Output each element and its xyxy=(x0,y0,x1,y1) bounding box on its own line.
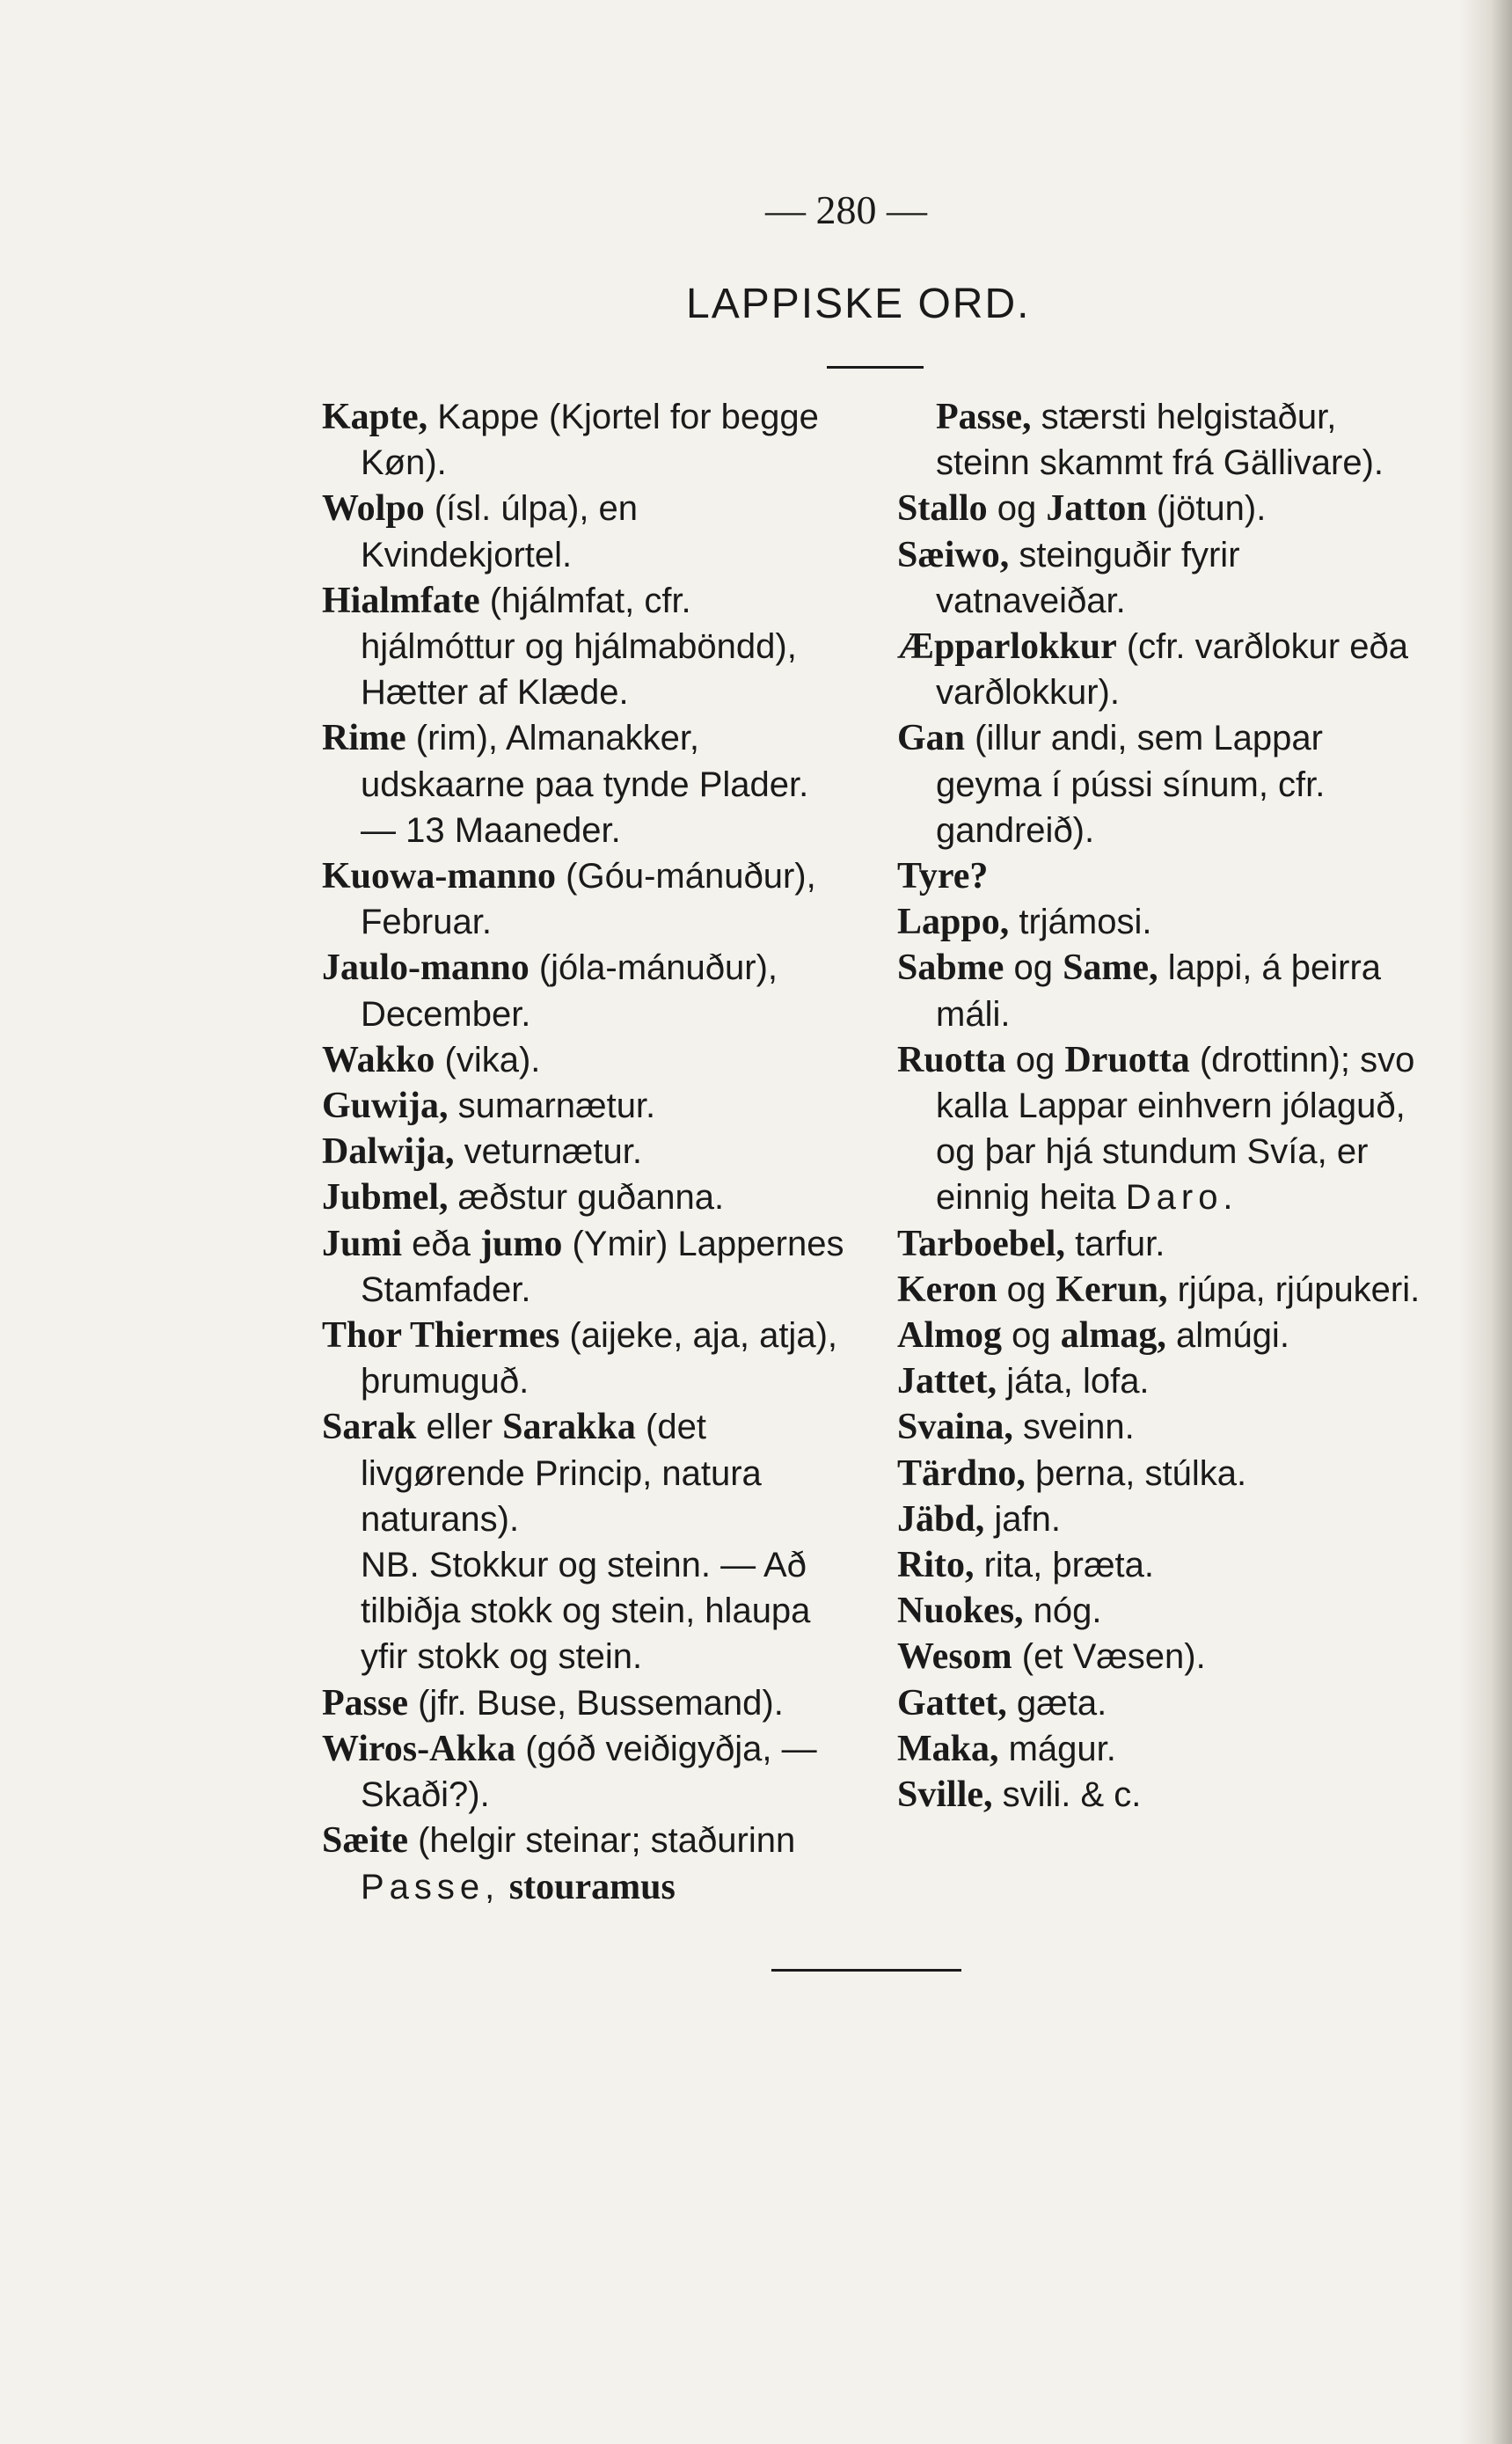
entry-jattet: Jattet, játa, lofa. xyxy=(897,1361,1150,1402)
entry-svaina: Svaina, sveinn. xyxy=(897,1407,1135,1448)
entry-hialmfate: Hialmfate (hjálmfat, cfr. hjálmóttur og hjálmaböndd), Hætter af Klæde. xyxy=(322,580,797,713)
entry-rime: Rime (rim), Almanakker, udskaarne paa tynde Plader. — 13 Maaneder. xyxy=(322,718,809,850)
entry-ruotta: Ruotta og Druotta (drottinn); svo kalla Lappar einhvern jólaguð, og þar hjá stundum Svía, er einnig heita Daro. xyxy=(897,1039,1415,1218)
entry-stallo: Stallo og Jatton (jötun). xyxy=(897,488,1267,530)
entry-maka: Maka, mágur. xyxy=(897,1728,1116,1769)
entry-kuowa-manno: Kuowa-manno (Góu-mánuður), Februar. xyxy=(322,856,816,942)
page-edge-shadow xyxy=(1459,0,1512,2444)
entry-wakko: Wakko (vika). xyxy=(322,1039,541,1080)
left-column xyxy=(322,394,850,1910)
entry-lappo: Lappo, trjámosi. xyxy=(897,902,1152,943)
entry-nb-note: NB. Stokkur og steinn. — Að tilbiðja stokk og stein, hlaupa yfir stokk og stein. xyxy=(361,1546,811,1677)
entry-sabme: Sabme og Same, lappi, á þeirra máli. xyxy=(897,948,1382,1034)
entry-sville: Sville, svili. & c. xyxy=(897,1774,1142,1816)
entry-almog: Almog og almag, almúgi. xyxy=(897,1315,1289,1357)
entry-guwija: Guwija, sumarnætur. xyxy=(322,1086,656,1127)
entry-wiros-akka: Wiros-Akka (góð veiðigyðja, — Skaði?). xyxy=(322,1728,817,1815)
entry-wesom: Wesom (et Væsen). xyxy=(897,1636,1206,1678)
entry-nuokes: Nuokes, nóg. xyxy=(897,1591,1102,1632)
right-column xyxy=(897,394,1434,1818)
entry-kapte: Kapte, Kappe (Kjortel for begge Køn). xyxy=(322,397,819,483)
title-rule xyxy=(827,366,924,369)
entry-jumi: Jumi eða jumo (Ymir) Lappernes Stamfader. xyxy=(322,1223,844,1309)
entry-passe-left: Passe (jfr. Buse, Bussemand). xyxy=(322,1682,784,1723)
entry-gattet: Gattet, gæta. xyxy=(897,1682,1107,1723)
entry-gan: Gan (illur andi, sem Lappar geyma í pússi sínum, cfr. gandreið). xyxy=(897,718,1326,850)
entry-jubmel: Jubmel, æðstur guðanna. xyxy=(322,1177,725,1218)
entry-thor-thiermes: Thor Thiermes (aijeke, aja, atja), þrumuguð. xyxy=(322,1315,837,1401)
entry-passe-right: Passe, stærsti helgistaður, steinn skammt frá Gällivare). xyxy=(936,397,1384,483)
entry-dalwija: Dalwija, veturnætur. xyxy=(322,1131,642,1173)
entry-saeiwo: Sæiwo, steinguðir fyrir vatnaveiðar. xyxy=(897,534,1240,620)
end-rule xyxy=(771,1969,961,1972)
entry-wolpo: Wolpo (ísl. úlpa), en Kvindekjortel. xyxy=(322,488,639,574)
entry-tyre: Tyre? xyxy=(897,856,989,897)
entry-tardno: Tärdno, þerna, stúlka. xyxy=(897,1452,1247,1494)
page-number: — 280 — xyxy=(765,187,927,232)
entry-rito: Rito, rita, þræta. xyxy=(897,1545,1155,1586)
entry-tarboebel: Tarboebel, tarfur. xyxy=(897,1223,1165,1264)
page-title: LAPPISKE ORD. xyxy=(686,281,1031,327)
entry-keron: Keron og Kerun, rjúpa, rjúpukeri. xyxy=(897,1269,1421,1310)
entry-sarak: Sarak eller Sarakka (det livgørende Princip, natura naturans). xyxy=(322,1407,762,1539)
entry-jaulo-manno: Jaulo-manno (jóla-mánuður), December. xyxy=(322,948,778,1034)
entry-saeite: Sæite (helgir steinar; staðurinn Passe, stouramus xyxy=(322,1820,796,1907)
entry-jabd: Jäbd, jafn. xyxy=(897,1498,1061,1540)
entry-aepparlokkur: Æpparlokkur (cfr. varðlokur eða varðlokkur). xyxy=(897,626,1408,713)
